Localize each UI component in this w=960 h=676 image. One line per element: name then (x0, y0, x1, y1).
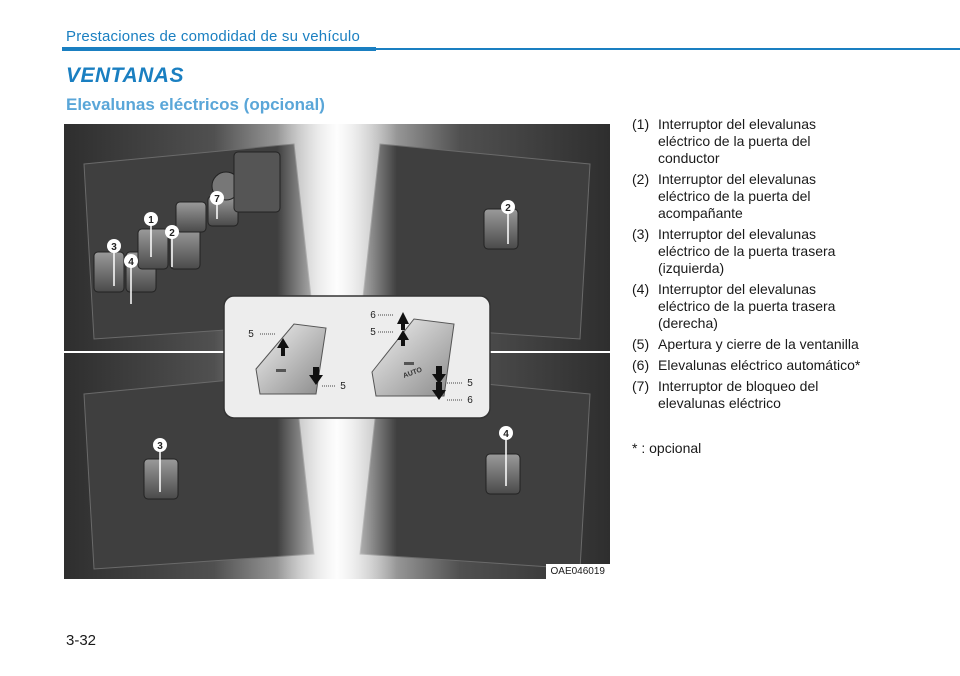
figure-code: OAE046019 (546, 564, 611, 579)
svg-text:6: 6 (370, 310, 376, 321)
svg-text:1: 1 (148, 215, 154, 226)
header-rule-thin (376, 48, 960, 50)
legend-item: (1) Interruptor del elevalunas eléctrico de la puerta del conductor (632, 116, 816, 166)
header-rule-thick (62, 47, 376, 51)
footnote: * : opcional (632, 440, 702, 456)
svg-text:7: 7 (214, 194, 220, 205)
svg-text:3: 3 (111, 242, 117, 253)
legend-item: (4) Interruptor del elevalunas eléctrico de la puerta trasera (derecha) (632, 281, 836, 331)
svg-text:5: 5 (248, 329, 254, 340)
legend-item: (5) Apertura y cierre de la ventanilla (632, 336, 859, 352)
running-header: Prestaciones de comodidad de su vehículo (66, 28, 361, 45)
legend-list (632, 116, 952, 416)
legend-item: (2) Interruptor del elevalunas eléctrico de la puerta del acompañante (632, 171, 816, 221)
svg-text:2: 2 (169, 228, 175, 239)
svg-text:5: 5 (467, 378, 473, 389)
svg-text:3: 3 (157, 441, 163, 452)
svg-text:4: 4 (503, 429, 509, 440)
svg-text:5: 5 (340, 381, 346, 392)
subsection-title: Elevalunas eléctricos (opcional) (66, 95, 325, 114)
page-number: 3-32 (66, 632, 97, 649)
legend-item: (6) Elevalunas eléctrico automático* (632, 357, 861, 373)
svg-text:AUTO: AUTO (402, 366, 424, 380)
power-window-figure (64, 124, 610, 579)
figure-illustration (64, 124, 610, 579)
section-title: VENTANAS (66, 64, 184, 87)
legend-item: (7) Interruptor de bloqueo del elevalunas eléctrico (632, 378, 819, 411)
svg-text:5: 5 (370, 327, 376, 338)
svg-text:6: 6 (467, 395, 473, 406)
inset-detail-panel (224, 296, 490, 418)
legend-item: (3) Interruptor del elevalunas eléctrico de la puerta trasera (izquierda) (632, 226, 836, 276)
svg-text:4: 4 (128, 257, 134, 268)
svg-text:2: 2 (505, 203, 511, 214)
